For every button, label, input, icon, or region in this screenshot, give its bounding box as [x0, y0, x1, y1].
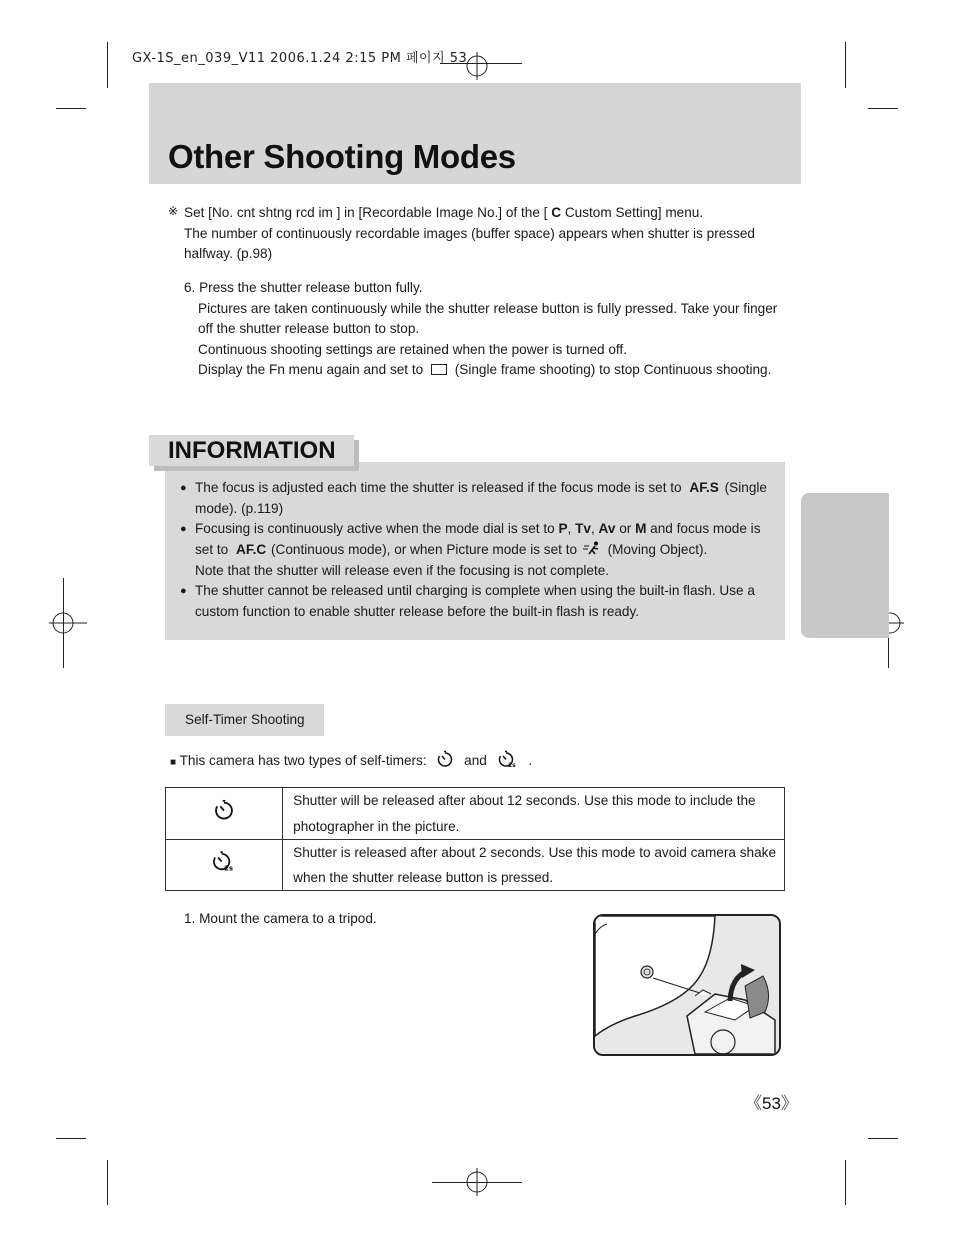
- square-bullet-icon: ■: [170, 757, 177, 768]
- table-icon-cell: [166, 788, 283, 840]
- row-text: when the shutter release button is pressed.: [293, 870, 554, 885]
- note-mark: ※: [168, 204, 179, 218]
- row-text: photographer in the picture.: [293, 819, 460, 834]
- crop-mark: [56, 108, 86, 109]
- intro-text: and: [464, 753, 487, 768]
- intro-text: .: [528, 753, 533, 768]
- moving-object-icon: [583, 541, 603, 555]
- note-text: Custom Setting] menu.: [564, 205, 704, 220]
- info-text: The focus is adjusted each time the shutter is released if the focus mode is set to: [195, 480, 682, 495]
- print-header: GX-1S_en_039_V11 2006.1.24 2:15 PM 페이지 53: [132, 51, 468, 66]
- table-icon-cell: [166, 840, 283, 891]
- page-number: 《53》: [745, 1094, 798, 1113]
- info-bullet-1-line-1: [195, 478, 767, 499]
- intro-text: This camera has two types of self-timers:: [179, 753, 427, 768]
- self-timer-2s-icon: [497, 750, 519, 768]
- note-line-2: The number of continuously recordable images (buffer space) appears when shutter is pressed: [184, 226, 755, 241]
- bullet-icon: ●: [180, 482, 187, 494]
- info-bullet-2-line-3: Note that the shutter will release even if the focusing is not complete.: [195, 563, 610, 578]
- step6-line-3: off the shutter release button to stop.: [198, 321, 420, 336]
- row-text: Shutter will be released after about 12 seconds. Use this mode to include the: [293, 793, 756, 808]
- section-label-self-timer: Self-Timer Shooting: [165, 704, 324, 736]
- row-text: Shutter is released after about 2 seconds. Use this mode to avoid camera shake: [293, 845, 776, 860]
- crop-mark: [107, 1160, 108, 1205]
- step6-line-5: [198, 360, 771, 381]
- self-timer-12s-icon: [436, 750, 454, 768]
- step6-text: Display the Fn menu again and set to: [198, 362, 424, 377]
- bullet-icon: ●: [180, 585, 187, 597]
- self-timer-table: [165, 787, 785, 891]
- note-line-1: [184, 203, 703, 224]
- info-text: and focus mode is: [650, 521, 761, 536]
- note-text: Set [No. cnt shtng rcd im ] in [Recordable Image No.] of the [: [184, 205, 548, 220]
- step6-line-2: Pictures are taken continuously while the shutter release button is fully pressed. Take your finger: [198, 301, 778, 316]
- info-text: or: [619, 521, 632, 536]
- info-text: set to: [195, 542, 229, 557]
- crop-mark: [107, 42, 108, 88]
- info-text: (Moving Object).: [607, 542, 708, 557]
- self-timer-2s-icon: [211, 850, 237, 872]
- registration-mark: [463, 1168, 491, 1196]
- info-bullet-3-line-2: custom function to enable shutter release before the built-in flash is ready.: [195, 604, 640, 619]
- crop-mark: [868, 108, 898, 109]
- registration-mark: [49, 609, 87, 637]
- camera-tripod-drawing: [595, 916, 779, 1054]
- information-heading: INFORMATION: [168, 437, 336, 464]
- info-bullet-3-line-1: The shutter cannot be released until charging is complete when using the built-in flash. Use a: [195, 583, 755, 598]
- tripod-mount-illustration: [593, 914, 781, 1056]
- self-timer-step-1: 1. Mount the camera to a tripod.: [184, 911, 377, 926]
- self-timer-intro: [170, 750, 532, 774]
- note-line-3: halfway. (p.98): [184, 246, 273, 261]
- m-mode-icon: M: [635, 521, 647, 536]
- custom-setting-icon: C: [551, 205, 562, 220]
- af-c-icon: AF.C: [236, 542, 267, 557]
- table-description-cell: [283, 788, 785, 840]
- info-text: (Continuous mode), or when Picture mode is set to: [271, 542, 578, 557]
- self-timer-12s-icon: [213, 799, 235, 821]
- timer-2s-sub: 2s: [224, 863, 234, 872]
- step6-text: (Single frame shooting) to stop Continuous shooting.: [454, 362, 772, 377]
- av-mode-icon: Av: [598, 521, 616, 536]
- tv-mode-icon: Tv: [575, 521, 591, 536]
- bullet-icon: ●: [180, 523, 187, 535]
- af-s-icon: AF.S: [689, 480, 719, 495]
- crop-mark: [845, 42, 846, 88]
- crop-mark: [56, 1138, 86, 1139]
- info-bullet-2-line-1: Focusing is continuously active when the mode dial is set to P, Tv, Av or M and focus mode is: [195, 521, 761, 536]
- info-bullet-2-line-2: [195, 540, 707, 561]
- info-bullet-1-line-2: mode). (p.119): [195, 501, 284, 516]
- page-title: Other Shooting Modes: [168, 138, 516, 175]
- chapter-side-tab: [801, 493, 889, 638]
- crop-mark: [868, 1138, 898, 1139]
- crop-mark: [845, 1160, 846, 1205]
- p-mode-icon: P: [558, 521, 568, 536]
- info-text: Focusing is continuously active when the mode dial is set to: [195, 521, 555, 536]
- single-frame-icon: [431, 364, 447, 375]
- svg-text:2s: 2s: [507, 762, 516, 768]
- table-row: [166, 788, 785, 840]
- table-description-cell: [283, 840, 785, 891]
- table-row: [166, 840, 785, 891]
- step6-line-4: Continuous shooting settings are retained when the power is turned off.: [198, 342, 627, 357]
- info-text: (Single: [724, 480, 767, 495]
- step6-line-1: 6. Press the shutter release button fully.: [184, 280, 423, 295]
